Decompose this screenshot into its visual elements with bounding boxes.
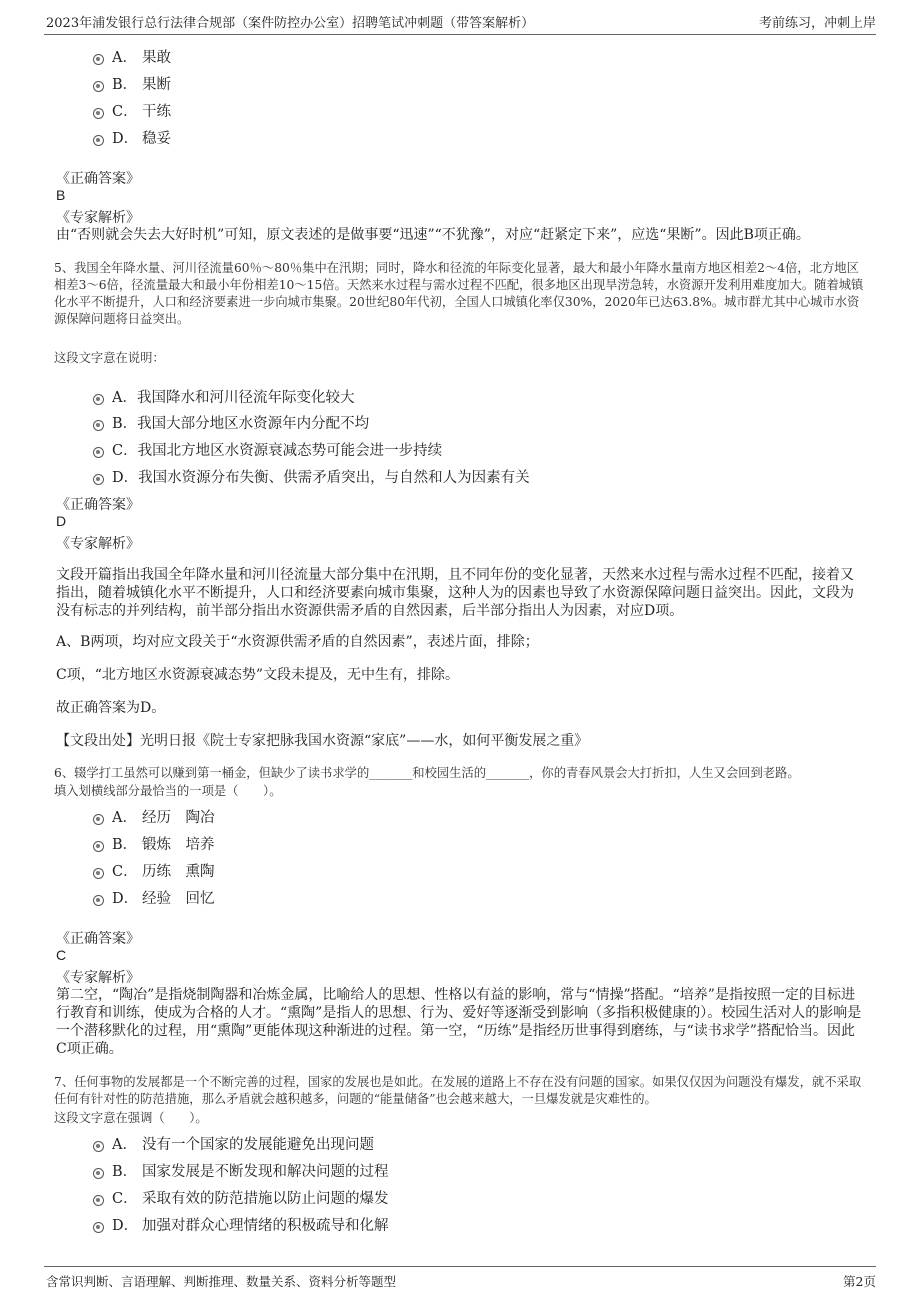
q5-option-a[interactable]: A．我国降水和河川径流年际变化较大: [93, 386, 354, 407]
radio-icon[interactable]: [93, 1222, 104, 1233]
q6-option-b[interactable]: B． 锻炼 培养: [93, 833, 215, 854]
header-divider: [44, 34, 876, 35]
q7-question: 这段文字意在强调（ ）。: [54, 1111, 208, 1125]
q6-answer: C: [56, 947, 67, 963]
q5-option-b[interactable]: B．我国大部分地区水资源年内分配不均: [93, 412, 369, 433]
radio-icon[interactable]: [93, 1168, 104, 1179]
q7-option-b[interactable]: B． 国家发展是不断发现和解决问题的过程: [93, 1160, 389, 1181]
q5-option-c[interactable]: C．我国北方地区水资源衰减态势可能会进一步持续: [93, 439, 442, 460]
radio-icon[interactable]: [93, 394, 104, 405]
q4-option-c[interactable]: C． 干练: [93, 100, 171, 121]
q6-option-c[interactable]: C． 历练 熏陶: [93, 860, 215, 881]
q6-answer-label: 《正确答案》: [56, 931, 140, 947]
q5-analysis-paragraph: C项，“北方地区水资源衰减态势”文段未提及，无中生有，排除。: [56, 667, 460, 683]
radio-icon[interactable]: [93, 895, 104, 906]
q6-analysis-label: 《专家解析》: [56, 970, 140, 986]
q6-analysis: 第二空，“陶冶”是指烧制陶器和冶炼金属，比喻给人的思想、性格以有益的影响，常与“情操”搭配。“培养”是指按照一定的目标进行教育和训练，使成为合格的人才。“熏陶”是指人的思想、行为、爱好等逐渐受到影响（多指积极健康的）。校园生活对人的影响是一个潜移默化的过程，用“熏陶”更能体现这种渐进的过程。第一空，“历练”是指经历世事得到磨练，与“读书求学”搭配恰当。因此C项正确。: [56, 987, 862, 1057]
footer-divider: [44, 1266, 876, 1267]
q5-stem: 5、我国全年降水量、河川径流量60％～80％集中在汛期；同时，降水和径流的年际变化显著，最大和最小年降水量南方地区相差2～4倍，北方地区相差3～6倍，径流量最大和最小年份相差10～15倍。天然来水过程与需水过程不匹配，很多地区出现旱涝急转，水资源开发利用难度加大。随着城镇化水平不断提升，人口和经济要素进一步向城市集聚。20世纪80年代初，全国人口城镇化率仅30%，2020年已达63.8%。城市群尤其中心城市水资源保障问题将日益突出。: [54, 261, 864, 326]
q7-option-d[interactable]: D． 加强对群众心理情绪的积极疏导和化解: [93, 1214, 389, 1235]
footer-note: 含常识判断、言语理解、判断推理、数量关系、资料分析等题型: [46, 1274, 397, 1289]
radio-icon[interactable]: [93, 1141, 104, 1152]
q5-analysis-label: 《专家解析》: [56, 536, 140, 552]
document-title: 2023年浦发银行总行法律合规部（案件防控办公室）招聘笔试冲刺题（带答案解析）: [46, 16, 535, 31]
radio-icon[interactable]: [93, 108, 104, 119]
q5-answer-label: 《正确答案》: [56, 497, 140, 513]
radio-icon[interactable]: [93, 474, 104, 485]
q6-option-a[interactable]: A． 经历 陶冶: [93, 806, 215, 827]
radio-icon[interactable]: [93, 135, 104, 146]
q5-question: 这段文字意在说明：: [54, 351, 165, 365]
q5-analysis-paragraph: 故正确答案为D。: [56, 700, 166, 716]
header-slogan: 考前练习，冲刺上岸: [758, 16, 876, 31]
q5-option-d[interactable]: D．我国水资源分布失衡、供需矛盾突出，与自然和人为因素有关: [93, 466, 530, 487]
page-number: 第2页: [843, 1274, 876, 1289]
radio-icon[interactable]: [93, 1195, 104, 1206]
radio-icon[interactable]: [93, 814, 104, 825]
q4-analysis: 由“否则就会失去大好时机”可知，原文表述的是做事要“迅速”“不犹豫”，对应“赶紧定下来”，应选“果断”。因此B项正确。: [56, 227, 810, 243]
q7-option-a[interactable]: A． 没有一个国家的发展能避免出现问题: [93, 1133, 374, 1154]
q6-option-d[interactable]: D． 经验 回忆: [93, 887, 215, 908]
q4-answer: B: [56, 187, 66, 203]
q4-analysis-label: 《专家解析》: [56, 210, 140, 226]
q4-option-d[interactable]: D． 稳妥: [93, 127, 171, 148]
q7-stem: 7、任何事物的发展都是一个不断完善的过程，国家的发展也是如此。在发展的道路上不存在没有问题的国家。如果仅仅因为问题没有爆发，就不采取任何有针对性的防范措施，那么矛盾就会越积越多，问题的“能量储备”也会越来越大，一旦爆发就是灾难性的。: [54, 1075, 862, 1106]
radio-icon[interactable]: [93, 81, 104, 92]
q4-option-b[interactable]: B． 果断: [93, 73, 171, 94]
q5-answer: D: [56, 513, 67, 529]
page-header: [46, 12, 876, 30]
radio-icon[interactable]: [93, 841, 104, 852]
q5-analysis-paragraph: A、B两项，均对应文段关于“水资源供需矛盾的自然因素”，表述片面，排除；: [56, 634, 539, 650]
q7-option-c[interactable]: C． 采取有效的防范措施以防止问题的爆发: [93, 1187, 389, 1208]
q5-analysis-paragraph: 文段开篇指出我国全年降水量和河川径流量大部分集中在汛期，且不同年份的变化显著，天然来水过程与需水过程不匹配，接着又指出，随着城镇化水平不断提升，人口和经济要素向城市集聚，这种人为的因素也导致了水资源保障问题日益突出。因此，文段为没有标志的并列结构，前半部分指出水资源供需矛盾的自然因素，后半部分指出人为因素，对应D项。: [56, 567, 854, 619]
q5-source: 【文段出处】光明日报《院士专家把脉我国水资源“家底”——水，如何平衡发展之重》: [56, 733, 589, 749]
radio-icon[interactable]: [93, 868, 104, 879]
q4-option-a[interactable]: A． 果敢: [93, 46, 171, 67]
q6-question: 填入划横线部分最恰当的一项是（ ）。: [54, 784, 282, 798]
radio-icon[interactable]: [93, 447, 104, 458]
q4-answer-label: 《正确答案》: [56, 171, 140, 187]
radio-icon[interactable]: [93, 420, 104, 431]
q6-stem: 6、辍学打工虽然可以赚到第一桶金，但缺少了读书求学的_______和校园生活的_______，你的青春风景会大打折扣，人生又会回到老路。: [54, 766, 800, 780]
radio-icon[interactable]: [93, 54, 104, 65]
